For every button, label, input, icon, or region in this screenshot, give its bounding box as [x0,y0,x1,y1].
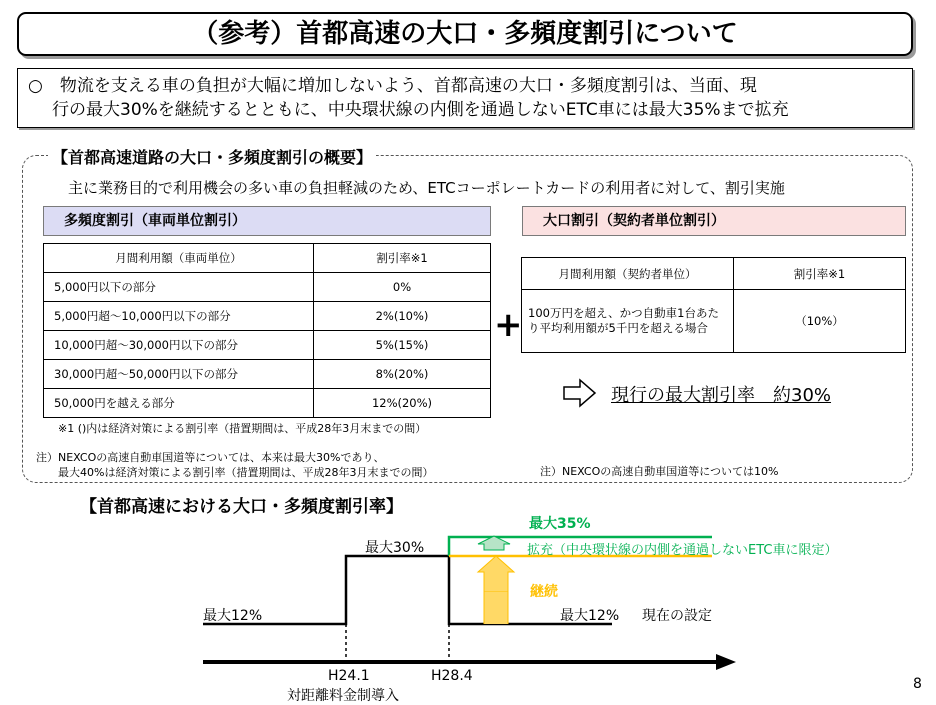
frequency-discount-header: 多頻度割引（車両単位割引） [43,206,491,236]
table-row [44,360,491,389]
axis-arrow-icon [716,654,736,670]
continue-arrow-icon [478,556,514,592]
rate-cell: 8%(20%) [314,360,491,389]
rate-cell: （10%） [734,290,906,353]
max12-right-label: 最大12% [560,608,620,624]
frequency-footnote: ※1 ()内は経済対策による割引率（措置期間は、平成28年3月末までの間） [58,422,427,435]
table-row [44,273,491,302]
page-title: （参考）首都高速の大口・多頻度割引について [17,12,913,56]
summary-line-2: 行の最大30%を継続するとともに、中央環状線の内側を通過しないETC車には最大35%まで拡充 [52,100,789,120]
range-cell: 50,000円を越える部分 [44,389,314,418]
col-header-rate: 割引率※1 [314,244,491,273]
nexco-note-right: 注）NEXCOの高速自動車国道等については10% [540,465,779,478]
overview-heading: 【首都高速道路の大口・多頻度割引の概要】 [48,145,376,168]
rate-cell: 12%(20%) [314,389,491,418]
table-row [44,302,491,331]
frequency-discount-table [43,243,491,418]
summary-box [17,68,913,128]
date-h24-label: H24.1 [328,668,370,684]
expand-label: 拡充（中央環状線の内側を通過しないETC車に限定） [527,543,838,558]
date-h24-sub-label: 対距離料金制導入 [287,688,399,704]
table-row [44,389,491,418]
note-line-1: 注）NEXCOの高速自動車国道等については、本来は最大30%であり、 [36,451,385,464]
right-arrow-icon [562,378,598,408]
current-max-rate: 現行の最大割引率 約30% [611,385,832,406]
plus-icon: + [494,305,523,345]
range-cell: 5,000円超～10,000円以下の部分 [44,302,314,331]
current-setting-label: 現在の設定 [642,608,712,624]
summary-line-1: ○ 物流を支える車の負担が大幅に増加しないよう、首都高速の大口・多頻度割引は、当面、現 [28,76,757,96]
table-header-row [522,258,906,290]
note-line-2: 最大40%は経済対策による割引率（措置期間は、平成28年3月末までの間） [58,466,434,479]
col-header-amount: 月間利用額（車両単位） [44,244,314,273]
rate-cell: 0% [314,273,491,302]
range-cell: 30,000円超～50,000円以下の部分 [44,360,314,389]
page-number: 8 [913,676,922,692]
large-discount-table [521,257,906,353]
table-header-row [44,244,491,273]
range-cell: 10,000円超～30,000円以下の部分 [44,331,314,360]
range-cell: 5,000円以下の部分 [44,273,314,302]
table-row [44,331,491,360]
max12-left-label: 最大12% [203,608,263,624]
rate-cell: 2%(10%) [314,302,491,331]
nexco-note-left [36,450,433,480]
condition-cell: 100万円を超え、かつ自動車1台あたり平均利用額が5千円を超える場合 [522,290,734,353]
continue-label: 継続 [530,584,558,600]
rate-cell: 5%(15%) [314,331,491,360]
col-header-amount: 月間利用額（契約者単位） [522,258,734,290]
table-row [522,290,906,353]
max35-label: 最大35% [529,516,591,532]
overview-description: 主に業務目的で利用機会の多い車の負担軽減のため、ETCコーポレートカードの利用者に対して、割引実施 [68,179,785,197]
timeline-heading: 【首都高速における大口・多頻度割引率】 [80,497,403,517]
col-header-rate: 割引率※1 [734,258,906,290]
date-h28-label: H28.4 [431,668,473,684]
large-discount-header: 大口割引（契約者単位割引） [522,206,906,236]
max30-label: 最大30% [365,540,425,556]
